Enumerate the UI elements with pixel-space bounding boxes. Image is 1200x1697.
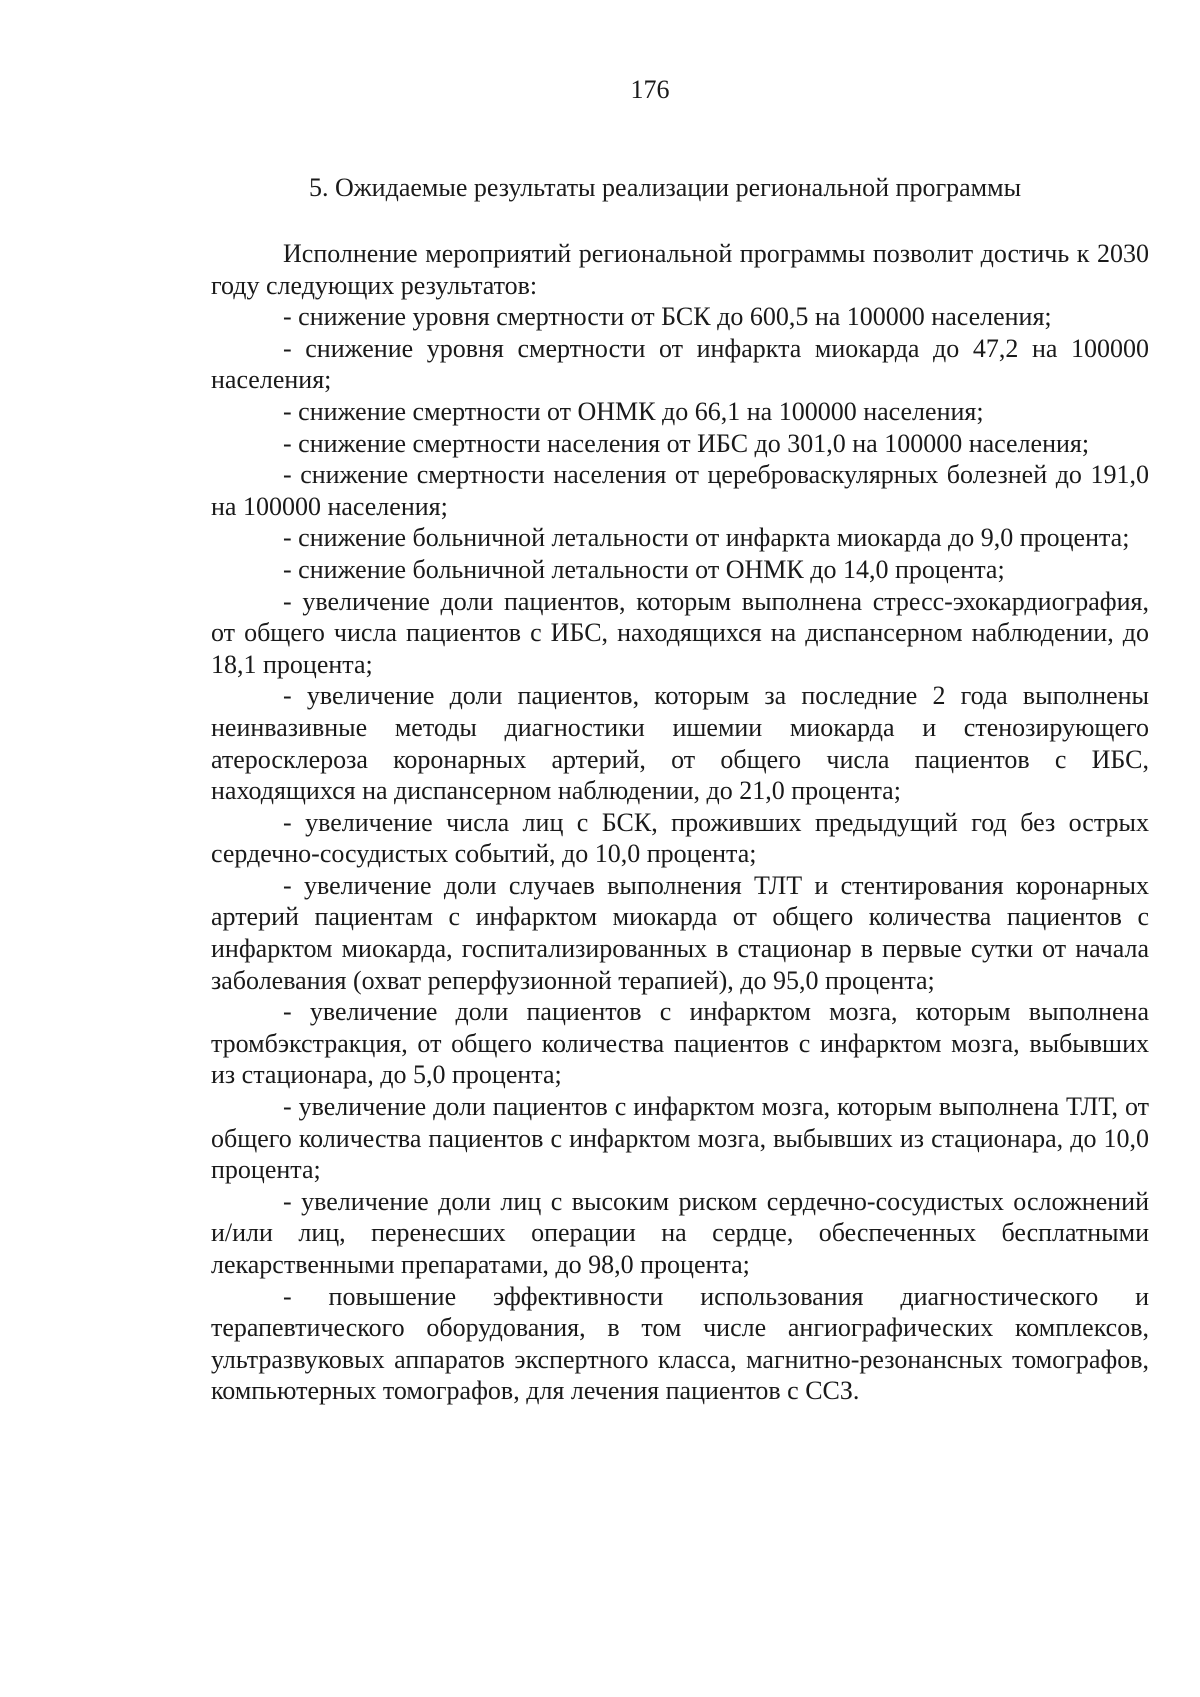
result-item: - увеличение числа лиц с БСК, проживших предыдущий год без острых сердечно-сосудистых событий, до 10,0 процента; [211, 807, 1149, 869]
result-item: - увеличение доли лиц с высоким риском сердечно-сосудистых осложнений и/или лиц, перенесших операции на сердце, обеспеченных бесплатными лекарственными препаратами, до 98,0 процента; [211, 1186, 1149, 1279]
result-item: - снижение смертности населения от ИБС до 301,0 на 100000 населения; [283, 428, 1090, 458]
result-item: - увеличение доли случаев выполнения ТЛТ и стентирования коронарных артерий пациентам с инфарктом миокарда от общего количества пациентов с инфарктом миокарда, госпитализированных в стационар в первые сутки от начала заболевания (охват реперфузионной терапией), до 95,0 процента; [211, 870, 1149, 995]
result-item: - снижение смертности населения от цереброваскулярных болезней до 191,0 на 100000 населения; [211, 460, 1149, 521]
page-number: 176 [630, 75, 670, 104]
result-item: - снижение смертности от ОНМК до 66,1 на 100000 населения; [283, 396, 984, 426]
result-item: - снижение уровня смертности от БСК до 600,5 на 100000 населения; [283, 302, 1052, 332]
result-item: - снижение больничной летальности от ОНМК до 14,0 процента; [283, 554, 1005, 584]
result-item: - повышение эффективности использования диагностического и терапевтического оборудования, в том числе ангиографических комплексов, ультразвуковых аппаратов экспертного класса, магнитно-резонансных томографов, компьютерных томографов, для лечения пациентов с ССЗ. [211, 1281, 1149, 1406]
body-text [211, 238, 1149, 1407]
intro-paragraph: Исполнение мероприятий региональной программы позволит достичь к 2030 году следующих результатов: [211, 239, 1149, 300]
result-item: - увеличение доли пациентов с инфарктом мозга, которым выполнена тромбэкстракция, от общего количества пациентов с инфарктом мозга, выбывших из стационара, до 5,0 процента; [211, 997, 1149, 1090]
result-item: - увеличение доли пациентов, которым выполнена стресс-эхокардиография, от общего числа пациентов с ИБС, находящихся на диспансерном наблюдении, до 18,1 процента; [211, 586, 1149, 679]
result-item: - снижение уровня смертности от инфаркта миокарда до 47,2 на 100000 населения; [211, 333, 1149, 395]
result-item: - увеличение доли пациентов, которым за последние 2 года выполнены неинвазивные методы диагностики ишемии миокарда и стенозирующего атеросклероза коронарных артерий, от общего числа пациентов с ИБС, находящихся на диспансерном наблюдении, до 21,0 процента; [211, 681, 1149, 806]
result-item: - снижение больничной летальности от инфаркта миокарда до 9,0 процента; [283, 523, 1130, 553]
section-title: 5. Ожидаемые результаты реализации региональной программы [308, 173, 1022, 202]
result-item: - увеличение доли пациентов с инфарктом мозга, которым выполнена ТЛТ, от общего количества пациентов с инфарктом мозга, выбывших из стационара, до 10,0 процента; [211, 1092, 1149, 1185]
